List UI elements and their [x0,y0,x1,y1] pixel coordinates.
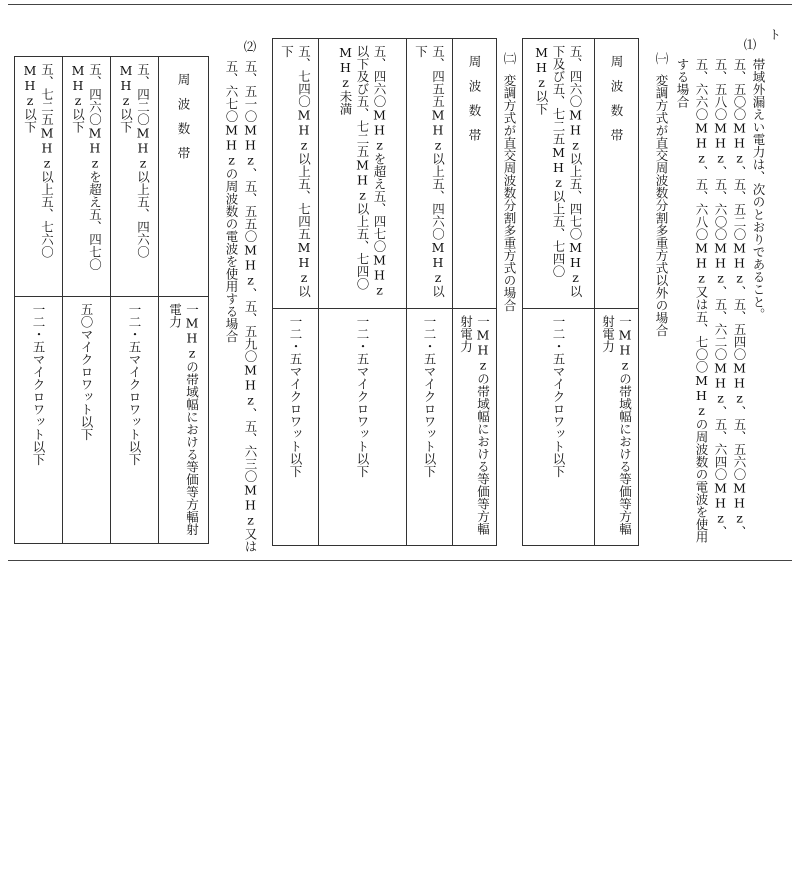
item2-table-row [111,297,159,544]
sub2-table-row [319,39,407,309]
header-band: 周波数帯 [176,73,191,171]
sub2-table-header-power [453,309,497,546]
header-power: 一MHzの帯域幅における等価等方輻射電力 [167,303,200,536]
power-cell: 一二・五マイクロワット以下 [355,315,370,478]
item2-table-row [15,57,63,297]
sub1-text: 変調方式が直交周波数分割多重方式以外の場合 [654,74,669,337]
header-power: 一MHzの帯域幅における等価等方輻射電力 [600,315,633,535]
header-power: 一MHzの帯域幅における等価等方輻射電力 [458,315,491,535]
intro-fragment: ト [767,28,782,41]
item1-label: ⑴ [742,38,757,51]
item2-table-row [63,57,111,297]
sub2-table-header-band [453,39,497,309]
band-cell: 五、四五五MHz以上五、四六〇MHz以下 [413,45,446,298]
band-cell: 五、四六〇MHz以上五、四七〇MHz以下及び五、七二五MHz以上五、七四〇MHz以下 [534,45,583,298]
power-cell: 一二・五マイクロワット以下 [31,303,46,466]
sub2-table-row [407,309,453,546]
band-cell: 五、七四〇MHz以上五、七四五MHz以下 [279,45,312,298]
item2-table [14,56,209,544]
item1-body: 帯域外漏えい電力は、次のとおりであること。 五、五〇〇MHz、五、五二〇MHz、五、五四〇MHz、五、五六〇MHz、五、五八〇MHz、五、六〇〇MHz、五、六二〇MHz、五、六四〇MHz、五、六六〇MHz、五、六八〇MHz又は五、七〇〇MHzの周波数の電波を使用する場合 [675,58,766,543]
sub2-text: 変調方式が直交周波数分割多重方式の場合 [502,74,517,312]
sub1-label: ㈠ [654,52,669,65]
sub2-table-row [319,309,407,546]
item2-label: ⑵ [242,40,257,53]
power-cell: 一二・五マイクロワット以下 [288,315,303,478]
sub2-table-row [407,39,453,309]
header-band: 周波数帯 [467,55,482,153]
item2-body: 五、五一〇MHz、五、五五〇MHz、五、五九〇MHz、五、六三〇MHz又は五、六七〇MHzの周波数の電波を使用する場合 [224,60,258,553]
sub1-table-row-power [523,309,595,546]
sub2-table-row [273,39,319,309]
item2-table-header-power [159,297,209,544]
band-cell: 五、七二五MHz以上五、七六〇MHz以下 [22,63,55,258]
sub2-table [272,38,497,546]
band-cell: 五、四二〇MHz以上五、四六〇MHz以下 [118,63,151,258]
power-cell: 一二・五マイクロワット以下 [422,315,437,478]
band-cell: 五、四六〇MHzを超え五、四七〇MHz以下 [70,63,103,271]
power-cell: 一二・五マイクロワット以下 [127,303,142,466]
item2-table-row [111,57,159,297]
item2-table-header-band [159,57,209,297]
top-rule [8,4,792,5]
sub2-label: ㈡ [502,52,517,65]
sub2-table-row [273,309,319,546]
band-cell: 五、四六〇MHzを超え五、四七〇MHz以下及び五、七二五MHz以上五、七四〇MHz未満 [338,45,387,298]
sub1-table-row-band [523,39,595,309]
sub1-table-header-band [595,39,639,309]
sub1-table-header-power [595,309,639,546]
bottom-rule [8,560,792,561]
sub1-table [522,38,639,546]
power-cell: 五〇マイクロワット以下 [79,303,94,441]
header-band: 周波数帯 [609,55,624,153]
power-cell: 一二・五マイクロワット以下 [551,315,566,478]
item2-table-row [63,297,111,544]
item2-table-row [15,297,63,544]
